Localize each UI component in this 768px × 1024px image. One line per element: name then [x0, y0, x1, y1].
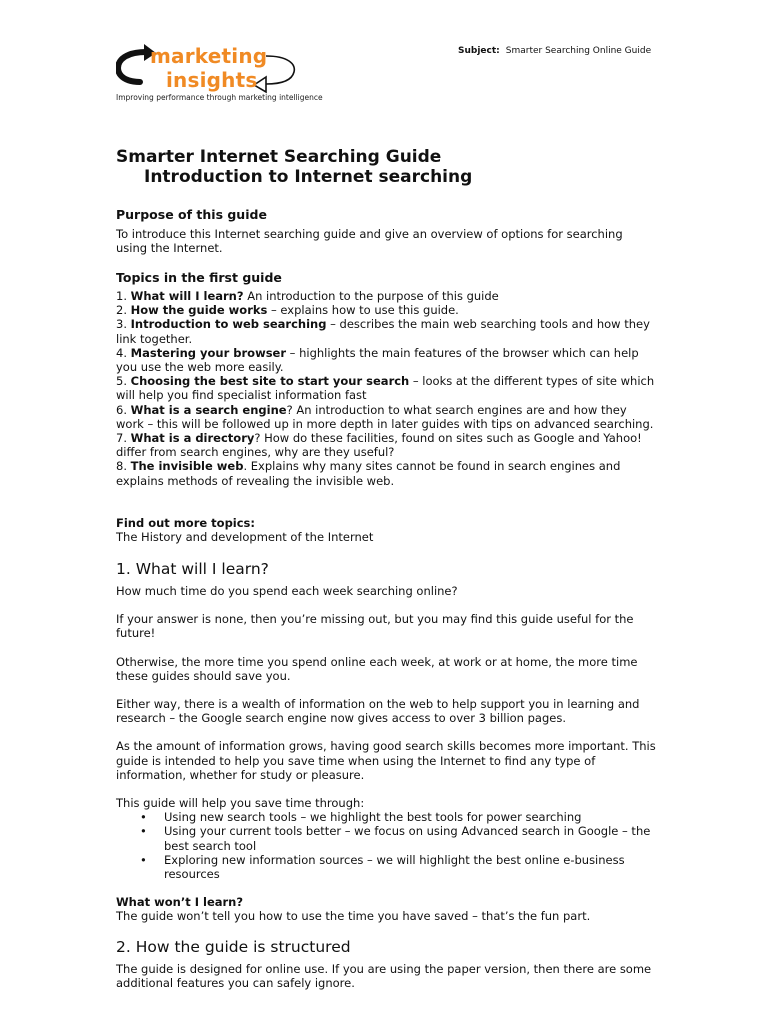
doc-title: Smarter Internet Searching Guide: [116, 147, 442, 167]
bullet-icon: •: [140, 824, 147, 839]
topic-title: What is a search engine: [130, 402, 287, 417]
topic-item: 7. What is a directory? How do these facilities, found on sites such as Google and Yahoo! differ from search engines, why are they useful?: [116, 431, 642, 460]
topic-title: Mastering your browser: [130, 345, 287, 360]
subject-value: Smarter Searching Online Guide: [505, 46, 652, 56]
wont-learn-text: The guide won’t tell you how to use the time you have saved – that’s the fun part.: [116, 909, 591, 924]
topic-item: 6. What is a search engine? An introduction to what search engines are and how they work – this will be followed up in more depth in later guides with tips on advanced searching.: [116, 402, 654, 431]
topic-item: 4. Mastering your browser – highlights the main features of the browser which can help you use the web more easily.: [116, 345, 639, 375]
topic-item: 2. How the guide works – explains how to use this guide.: [116, 303, 459, 318]
topics-heading: Topics in the first guide: [116, 270, 282, 285]
topic-title: What is a directory: [130, 431, 255, 446]
section2-p1: The guide is designed for online use. If you are using the paper version, then there are some additional features you can safely ignore.: [116, 962, 652, 991]
topic-title: Introduction to web searching: [130, 317, 327, 332]
section2-heading: 2. How the guide is structured: [116, 938, 351, 956]
purpose-heading: Purpose of this guide: [116, 207, 267, 222]
logo-text-marketing: marketing: [150, 44, 268, 68]
section-what-will-i-learn: [116, 559, 656, 924]
logo-text-insights: insights: [166, 68, 258, 92]
find-more-link[interactable]: The History and development of the Internet: [116, 530, 374, 545]
benefits-list: [116, 810, 656, 881]
purpose-section: [116, 207, 656, 255]
topic-item: 8. The invisible web. Explains why many sites cannot be found in search engines and explains methods of revealing the invisible web.: [116, 459, 621, 488]
topic-title: How the guide works: [130, 303, 268, 318]
topics-list: [116, 289, 656, 488]
section1-p4: Either way, there is a wealth of information on the web to help support you in learning and research – the Google search engine now gives access to over 3 billion pages.: [116, 697, 640, 726]
purpose-text: To introduce this Internet searching guide and give an overview of options for searching using the Internet.: [116, 227, 623, 256]
section1-p3: Otherwise, the more time you spend online each week, at work or at home, the more time these guides should save you.: [116, 654, 638, 683]
wont-learn-heading: What won’t I learn?: [116, 895, 244, 910]
bullet-item: • Exploring new information sources – we will highlight the best online e-business resources: [140, 852, 625, 882]
tagline: Improving performance through marketing intelligence: [116, 93, 323, 102]
bullet-icon: •: [140, 810, 147, 825]
subject-line: [458, 46, 651, 57]
topic-title: The invisible web: [130, 459, 244, 474]
logo: [116, 42, 306, 96]
bullet-icon: •: [140, 852, 147, 867]
find-more-label: Find out more topics:: [116, 516, 255, 530]
section-guide-structure: [116, 937, 656, 990]
topics-section: [116, 270, 656, 488]
topic-title: Choosing the best site to start your search: [130, 374, 410, 389]
subject-label: Subject:: [458, 46, 500, 56]
topic-title: What will I learn?: [130, 289, 244, 303]
section1-p1: How much time do you spend each week searching online?: [116, 584, 458, 598]
doc-subtitle: Introduction to Internet searching: [144, 167, 473, 187]
section1-p6: This guide will help you save time through:: [116, 796, 365, 811]
topic-item: 1. What will I learn? An introduction to the purpose of this guide: [116, 289, 499, 303]
topic-item: 5. Choosing the best site to start your search – looks at the different types of site which will help you find specialist information fast: [116, 374, 655, 403]
section1-p5: As the amount of information grows, having good search skills becomes more important. This guide is intended to help you save time when using the Internet to find any type of information, whether for study or pleasure.: [116, 739, 656, 782]
section1-heading: 1. What will I learn?: [116, 560, 269, 578]
bullet-item: • Using your current tools better – we focus on using Advanced search in Google – the best search tool: [140, 824, 651, 853]
topic-item: 3. Introduction to web searching – describes the main web searching tools and how they link together.: [116, 317, 650, 346]
find-more-section: [116, 516, 656, 544]
bullet-item: • Using new search tools – we highlight the best tools for power searching: [140, 810, 582, 825]
section1-p2: If your answer is none, then you’re missing out, but you may find this guide useful for the future!: [116, 612, 634, 641]
